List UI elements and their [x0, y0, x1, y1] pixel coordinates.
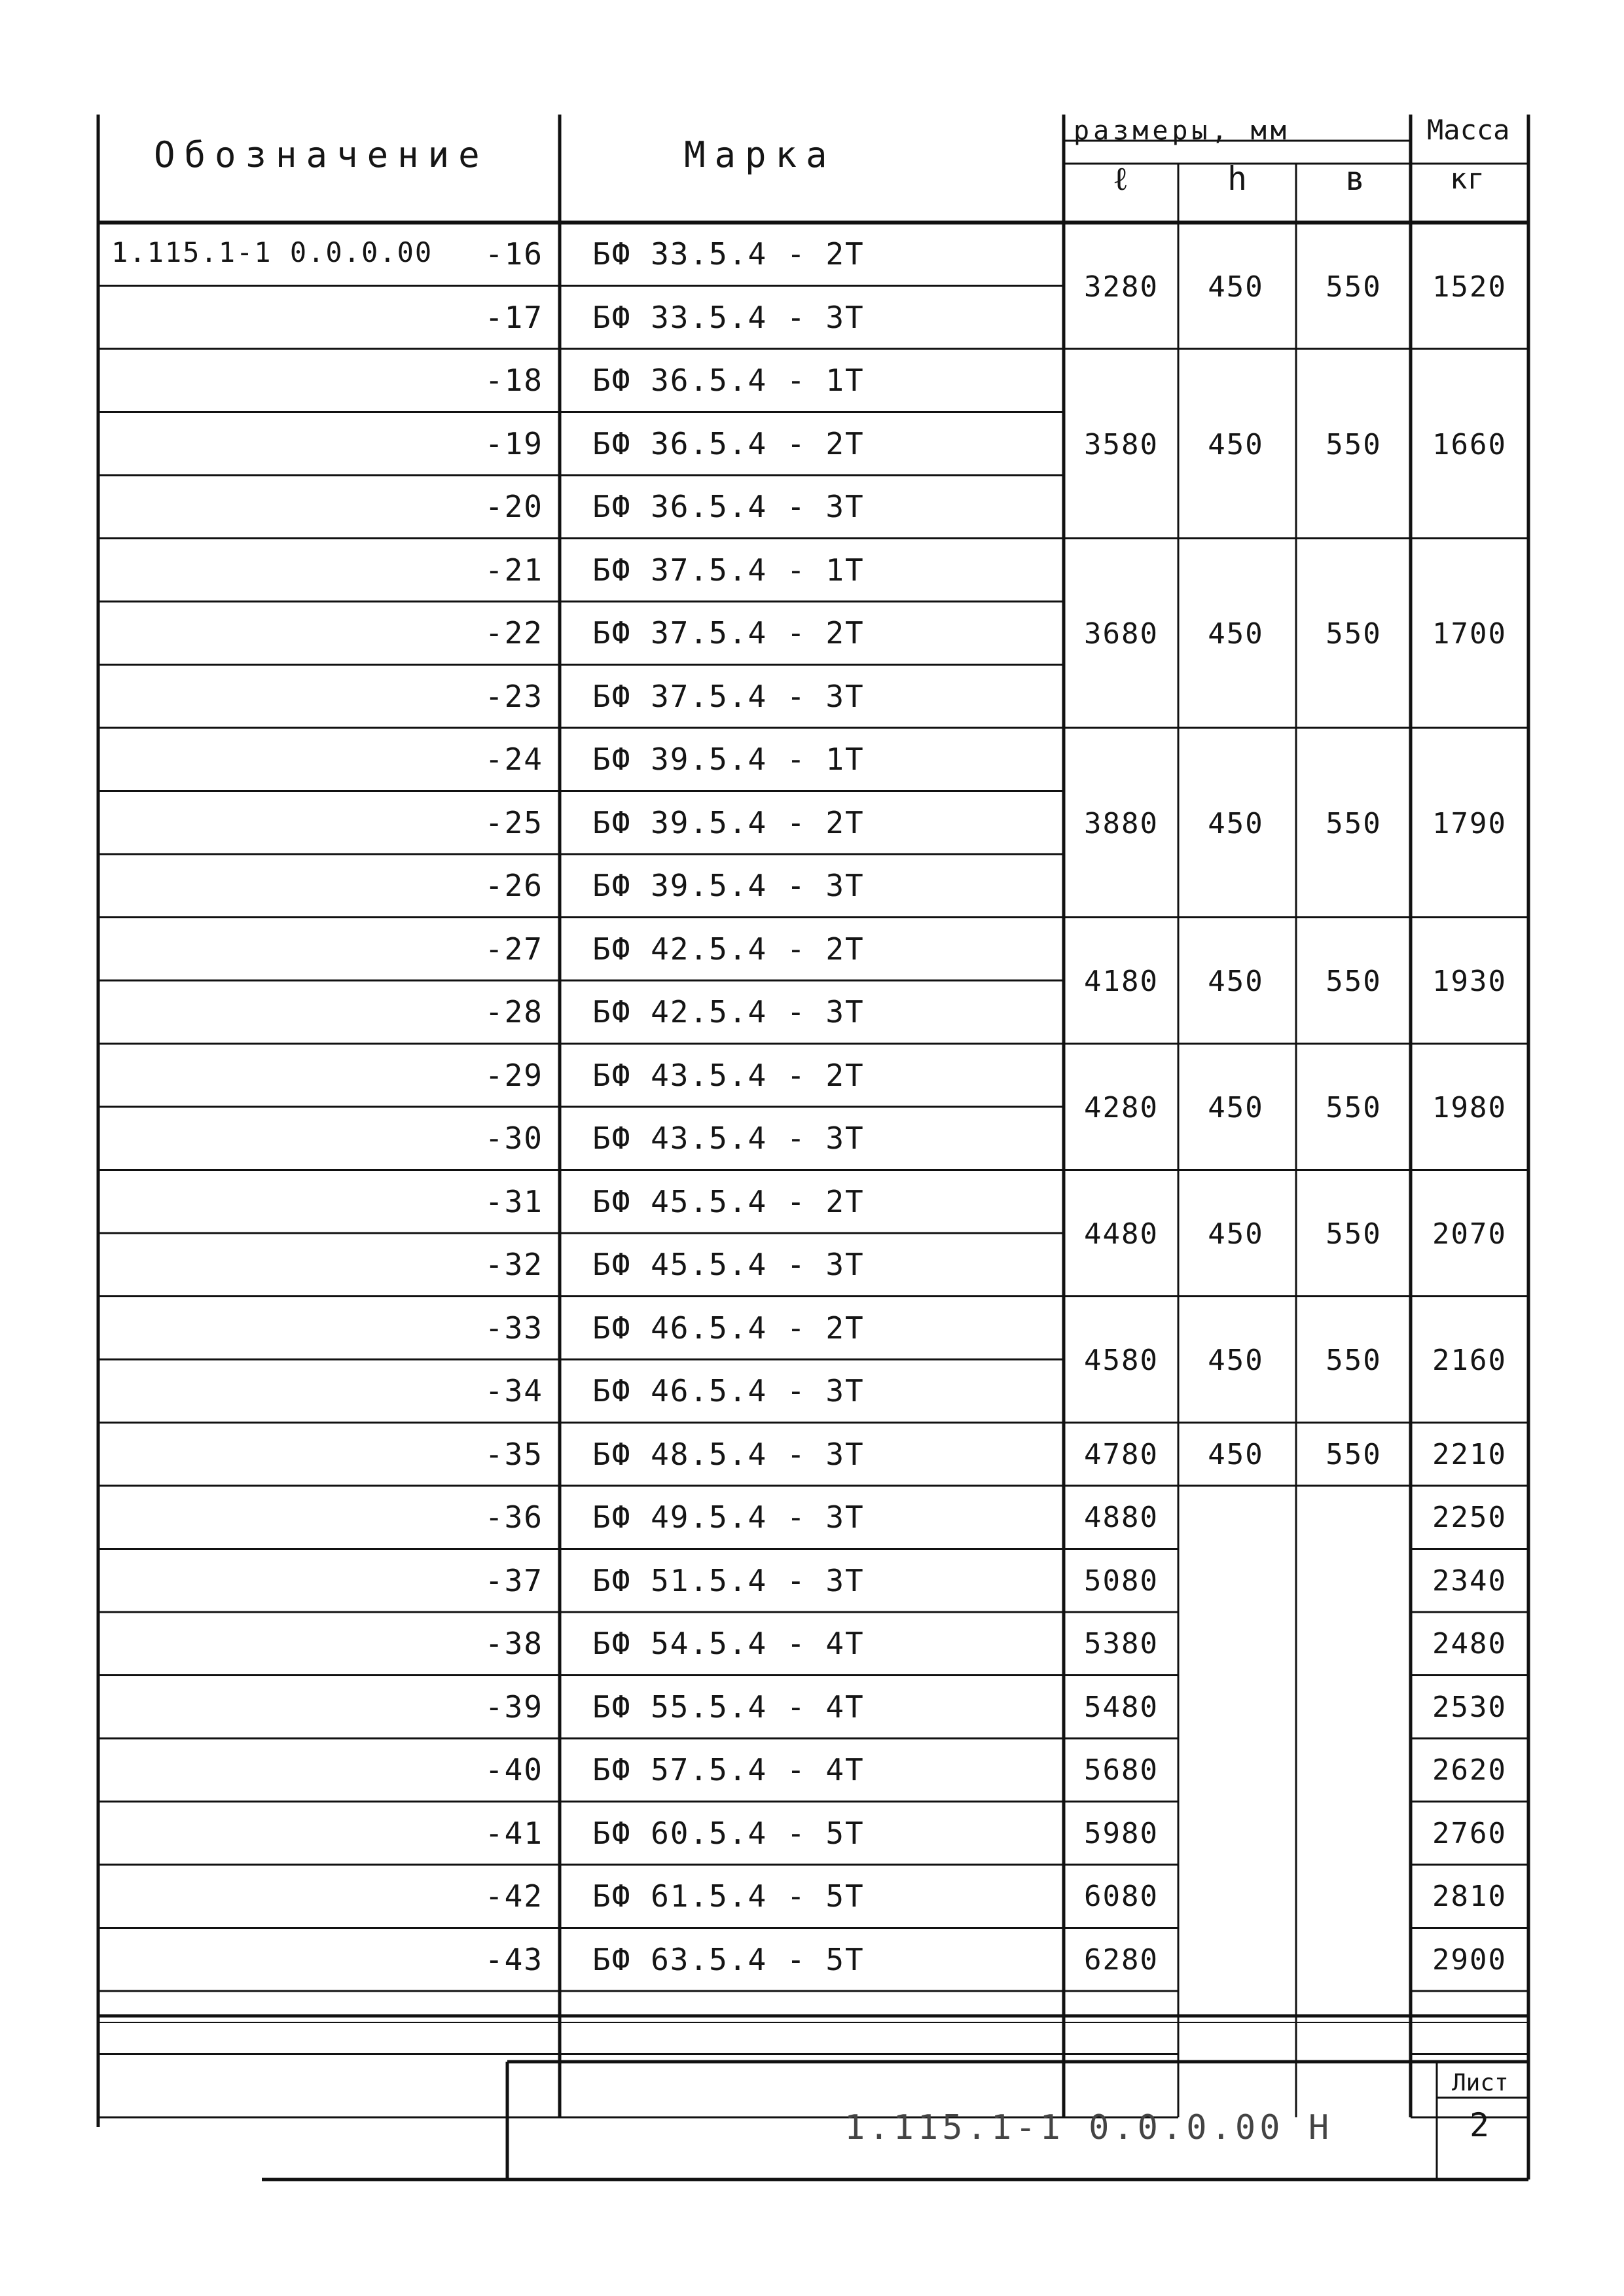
title-block-code: 1.115.1-1 0.0.0.00 Н: [844, 2108, 1333, 2147]
designation-cell: -26: [484, 868, 543, 903]
width-cell: 550: [1326, 427, 1382, 461]
length-cell: 6080: [1084, 1880, 1159, 1913]
header-mass-unit: кг: [1450, 162, 1485, 196]
mass-cell: 2810: [1432, 1880, 1507, 1913]
designation-cell: -30: [484, 1121, 543, 1156]
designation-cell: -33: [484, 1310, 543, 1346]
length-cell: 5680: [1084, 1753, 1159, 1787]
mark-cell: БФ 33.5.4 - 3Т: [592, 299, 865, 335]
designation-cell: -25: [484, 804, 543, 840]
header-col-h: h: [1227, 160, 1248, 198]
height-cell: 450: [1208, 270, 1264, 304]
designation-cell: -28: [484, 994, 543, 1030]
designation-cell: -43: [484, 1941, 543, 1977]
width-cell: 550: [1326, 617, 1382, 651]
mark-cell: БФ 46.5.4 - 2Т: [592, 1310, 865, 1346]
designation-cell: -36: [484, 1499, 543, 1535]
mark-cell: БФ 43.5.4 - 2Т: [592, 1057, 865, 1093]
length-cell: 4780: [1084, 1437, 1159, 1471]
mark-cell: БФ 61.5.4 - 5Т: [592, 1878, 865, 1914]
mark-cell: БФ 63.5.4 - 5Т: [592, 1941, 865, 1977]
length-cell: 5980: [1084, 1816, 1159, 1850]
length-cell: 4580: [1084, 1344, 1159, 1377]
length-cell: 4480: [1084, 1217, 1159, 1251]
mass-cell: 1700: [1432, 617, 1507, 651]
mark-cell: БФ 37.5.4 - 1Т: [592, 552, 865, 588]
width-cell: 550: [1326, 1344, 1382, 1377]
header-dimensions: размеры, мм: [1074, 116, 1290, 146]
header-mass: Масса: [1427, 114, 1510, 146]
header-col-b: в: [1345, 160, 1365, 198]
height-cell: 450: [1208, 1344, 1264, 1377]
designation-cell: -35: [484, 1436, 543, 1472]
mass-cell: 1980: [1432, 1091, 1507, 1124]
mark-cell: БФ 39.5.4 - 2Т: [592, 804, 865, 840]
designation-cell: -39: [484, 1689, 543, 1725]
designation-cell: -38: [484, 1626, 543, 1661]
length-cell: 4880: [1084, 1501, 1159, 1534]
mark-cell: БФ 45.5.4 - 3Т: [592, 1247, 865, 1282]
mass-cell: 2340: [1432, 1564, 1507, 1598]
length-cell: 5380: [1084, 1627, 1159, 1660]
height-cell: 450: [1208, 965, 1264, 998]
height-cell: 450: [1208, 806, 1264, 840]
header-mark: Марка: [684, 134, 837, 175]
designation-cell: -17: [484, 299, 543, 335]
length-cell: 5080: [1084, 1564, 1159, 1598]
length-cell: 3880: [1084, 806, 1159, 840]
designation-cell: -27: [484, 931, 543, 967]
designation-cell: -22: [484, 615, 543, 651]
mass-cell: 1930: [1432, 965, 1507, 998]
designation-cell: -31: [484, 1183, 543, 1219]
designation-cell: -18: [484, 363, 543, 398]
height-cell: 450: [1208, 1437, 1264, 1471]
height-cell: 450: [1208, 617, 1264, 651]
mark-cell: БФ 36.5.4 - 2Т: [592, 425, 865, 461]
designation-cell: -16: [484, 236, 543, 272]
designation-cell: -40: [484, 1752, 543, 1787]
header-designation: Обозначение: [154, 134, 489, 175]
designation-cell: -23: [484, 678, 543, 714]
mass-cell: 2210: [1432, 1437, 1507, 1471]
designation-cell: -41: [484, 1815, 543, 1851]
width-cell: 550: [1326, 1091, 1382, 1124]
designation-cell: -42: [484, 1878, 543, 1914]
width-cell: 550: [1326, 806, 1382, 840]
title-block-sheet-number: 2: [1470, 2106, 1490, 2144]
mark-cell: БФ 51.5.4 - 3Т: [592, 1562, 865, 1598]
mark-cell: БФ 55.5.4 - 4Т: [592, 1689, 865, 1725]
designation-cell: -19: [484, 425, 543, 461]
mass-cell: 1790: [1432, 806, 1507, 840]
mass-cell: 2760: [1432, 1816, 1507, 1850]
mark-cell: БФ 45.5.4 - 2Т: [592, 1183, 865, 1219]
mass-cell: 2900: [1432, 1943, 1507, 1977]
height-cell: 450: [1208, 1091, 1264, 1124]
header-col-l: ℓ: [1113, 160, 1128, 198]
mass-cell: 2250: [1432, 1501, 1507, 1534]
mass-cell: 2620: [1432, 1753, 1507, 1787]
designation-prefix: 1.115.1-1 0.0.0.00: [111, 236, 433, 268]
length-cell: 3280: [1084, 270, 1159, 304]
designation-cell: -24: [484, 742, 543, 777]
mark-cell: БФ 39.5.4 - 3Т: [592, 868, 865, 903]
mass-cell: 2480: [1432, 1627, 1507, 1660]
mass-cell: 1660: [1432, 427, 1507, 461]
title-block-sheet-label: Лист: [1452, 2070, 1509, 2096]
mark-cell: БФ 37.5.4 - 3Т: [592, 678, 865, 714]
mark-cell: БФ 48.5.4 - 3Т: [592, 1436, 865, 1472]
mark-cell: БФ 33.5.4 - 2Т: [592, 236, 865, 272]
mark-cell: БФ 46.5.4 - 3Т: [592, 1373, 865, 1408]
length-cell: 3680: [1084, 617, 1159, 651]
height-cell: 450: [1208, 1217, 1264, 1251]
mark-cell: БФ 43.5.4 - 3Т: [592, 1121, 865, 1156]
width-cell: 550: [1326, 965, 1382, 998]
length-cell: 6280: [1084, 1943, 1159, 1977]
mass-cell: 2530: [1432, 1690, 1507, 1724]
mass-cell: 1520: [1432, 270, 1507, 304]
designation-cell: -34: [484, 1373, 543, 1408]
length-cell: 3580: [1084, 427, 1159, 461]
mark-cell: БФ 39.5.4 - 1Т: [592, 742, 865, 777]
mass-cell: 2070: [1432, 1217, 1507, 1251]
mark-cell: БФ 60.5.4 - 5Т: [592, 1815, 865, 1851]
length-cell: 4280: [1084, 1091, 1159, 1124]
height-cell: 450: [1208, 427, 1264, 461]
width-cell: 550: [1326, 1217, 1382, 1251]
mark-cell: БФ 42.5.4 - 3Т: [592, 994, 865, 1030]
designation-cell: -37: [484, 1562, 543, 1598]
designation-cell: -29: [484, 1057, 543, 1093]
mark-cell: БФ 36.5.4 - 3Т: [592, 489, 865, 524]
length-cell: 4180: [1084, 965, 1159, 998]
length-cell: 5480: [1084, 1690, 1159, 1724]
width-cell: 550: [1326, 1437, 1382, 1471]
designation-cell: -21: [484, 552, 543, 588]
designation-cell: -20: [484, 489, 543, 524]
mark-cell: БФ 37.5.4 - 2Т: [592, 615, 865, 651]
mark-cell: БФ 54.5.4 - 4Т: [592, 1626, 865, 1661]
mark-cell: БФ 57.5.4 - 4Т: [592, 1752, 865, 1787]
mass-cell: 2160: [1432, 1344, 1507, 1377]
mark-cell: БФ 42.5.4 - 2Т: [592, 931, 865, 967]
designation-cell: -32: [484, 1247, 543, 1282]
width-cell: 550: [1326, 270, 1382, 304]
mark-cell: БФ 49.5.4 - 3Т: [592, 1499, 865, 1535]
mark-cell: БФ 36.5.4 - 1Т: [592, 363, 865, 398]
